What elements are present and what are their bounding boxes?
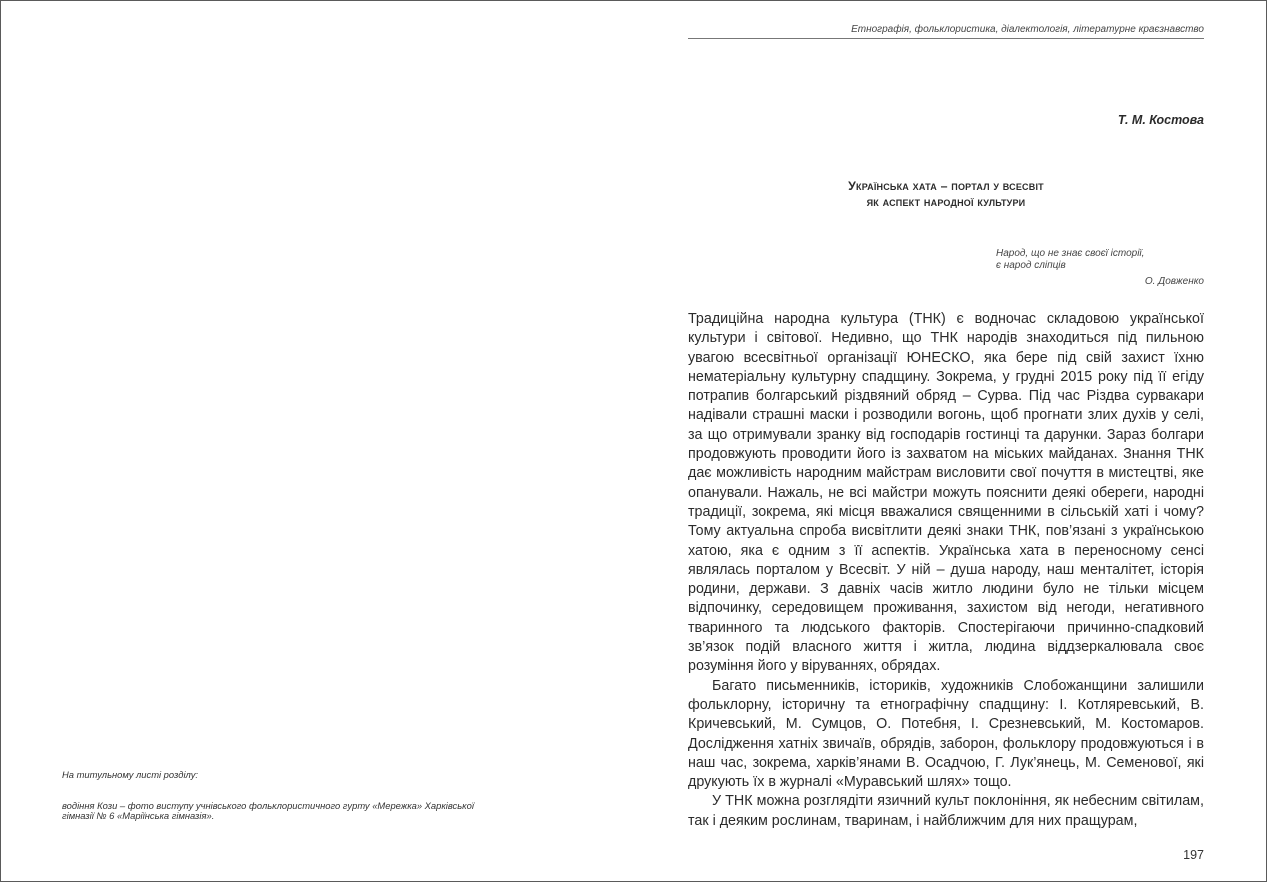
caption-line: гімназії № 6 «Маріїнська гімназія». [62,810,215,821]
body-paragraph: Традиційна народна культура (ТНК) є водночас складовою української культури і світової. Недивно, що ТНК народів знаходиться під пильною увагою всесвітньої організації ЮНЕСКО, яка бере під свій захист їхню нематеріальну культурну спадщину. Зокрема, у грудні 2015 року під її егіду потрапив болгарський різдвяний обряд – Сурва. Під час Різдва сурвакари надівали страшні маски і розводили вогонь, щоб прогнати злих духів у селі, за що отримували зранку від господарів гостинці та дарунки. Зараз болгари продовжують проводити його із захватом на міських майданах. Знання ТНК дає можливість народним майстрам висловити свої почуття в мистецтві, яке опанували. Нажаль, не всі майстри можуть пояснити деякі обереги, народні традиції, зокрема, які місця вважалися священними в сільській хаті і чому? Тому актуальна спроба висвітлити деякі знаки ТНК, пов’язані з українською хатою, яка є одним з її аспектів. Українська хата в переносному сенсі являлась порталом у Всесвіт. У ній – душа народу, наш менталітет, історія родини, держави. З давніх часів житло людини було не тільки місцем відпочинку, середовищем проживання, захистом від негоди, негативного тваринного та людського факторів. Спостерігаючи причинно-спадковий зв’язок подій власного життя і житла, людина віддзеркалювала своє розуміння його у віруваннях, обрядах. [688,311,1204,675]
body-paragraph: Багато письменників, істориків, художників Слобожанщини залишили фольклорну, історичну та етнографічну спадщину: І. Котляревський, В. Кричевський, М. Сумцов, О. Потебня, І. Срезневський, М. Костомаров. Дослідження хатніх звичаїв, обрядів, заборон, фольклору продовжуються і в наш час, зокрема, харків’янами В. Осадчою, Г. Лук’янець, М. Семенової, які друкують їх в журналі «Муравський шлях» тощо. [688,677,1204,791]
running-head: Етнографія, фольклористика, діалектологія, літературне краєзнавство [851,24,1204,35]
epigraph-line: Народ, що не знає своєї історії, [996,248,1145,259]
epigraph [996,248,1204,288]
caption-line: водіння Кози – фото виступу учнівського фольклористичного гурту «Мережка» Харківської [62,799,474,811]
header-divider [688,38,1204,39]
title-line: як аспект народної культури [866,195,1026,209]
epigraph-attribution: О. Довженко [1144,276,1204,287]
article-author: Т. М. Костова [1117,113,1204,127]
article-body [688,310,1204,831]
epigraph-line: є народ сліпців [996,260,1066,271]
title-line: Українська хата – портал у всесвіт [848,179,1044,193]
caption-heading: На титульному листі розділу: [62,769,199,780]
page-number: 197 [1183,848,1204,862]
title-page-caption [62,770,582,822]
article-title [688,178,1204,210]
body-paragraph: У ТНК можна розглядіти язичний культ поклоніння, як небесним світилам, так і деяким рослинам, тваринам, і найближчим для них пращурам, [688,793,1204,829]
